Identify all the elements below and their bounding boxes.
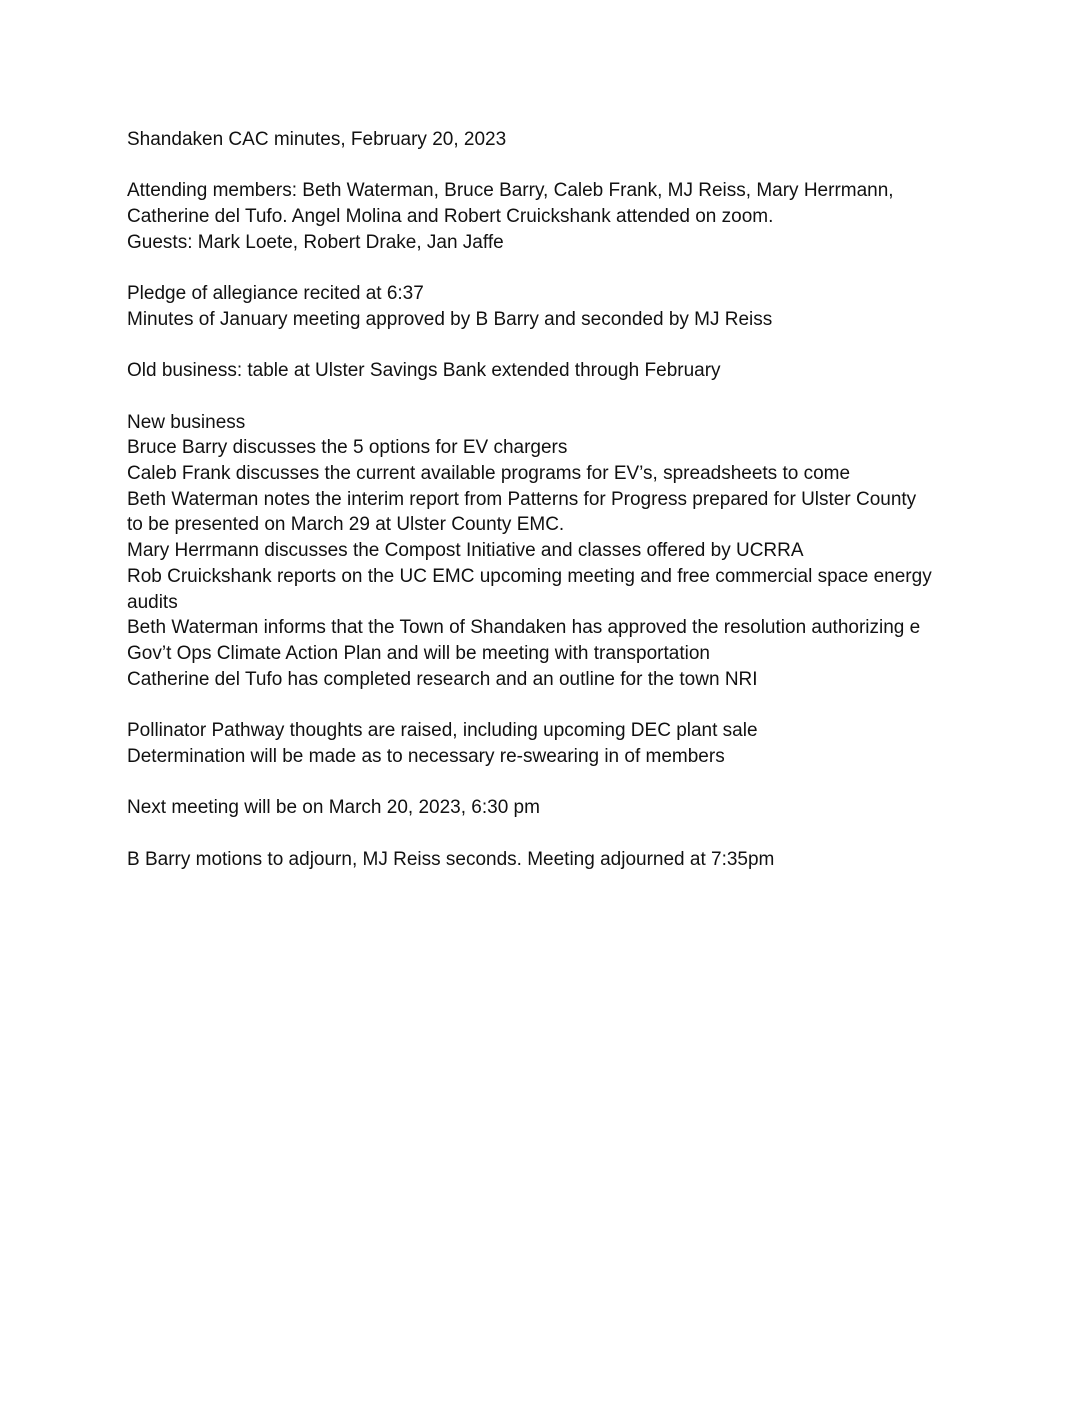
adjournment-line: B Barry motions to adjourn, MJ Reiss seconds. Meeting adjourned at 7:35pm xyxy=(127,848,775,870)
new-business-section xyxy=(127,410,967,693)
adjournment-section xyxy=(127,847,967,873)
attendance-line: Attending members: Beth Waterman, Bruce Barry, Caleb Frank, MJ Reiss, Mary Herrmann, xyxy=(127,180,894,202)
new-business-line: Gov’t Ops Climate Action Plan and will be meeting with transportation xyxy=(127,643,710,664)
other-item-line: Pollinator Pathway thoughts are raised, including upcoming DEC plant sale xyxy=(127,720,758,742)
new-business-heading: New business xyxy=(127,411,246,433)
minutes-approval-line: Minutes of January meeting approved by B Barry and seconded by MJ Reiss xyxy=(127,308,773,330)
old-business-section xyxy=(127,358,967,384)
new-business-line: to be presented on March 29 at Ulster County EMC. xyxy=(127,514,565,536)
new-business-line: audits xyxy=(127,591,178,613)
paragraph-spacer xyxy=(127,153,967,179)
paragraph-spacer xyxy=(127,770,967,796)
paragraph-spacer xyxy=(127,821,967,847)
paragraph-spacer xyxy=(127,384,967,410)
guests-line: Guests: Mark Loete, Robert Drake, Jan Jaffe xyxy=(127,231,504,253)
new-business-line: Beth Waterman notes the interim report from Patterns for Progress prepared for Ulster County xyxy=(127,488,917,510)
new-business-line: Bruce Barry discusses the 5 options for EV chargers xyxy=(127,437,568,459)
attendance-line: Catherine del Tufo. Angel Molina and Robert Cruickshank attended on zoom. xyxy=(127,206,774,228)
paragraph-spacer xyxy=(127,256,967,282)
other-items-section xyxy=(127,718,967,769)
next-meeting-section xyxy=(127,795,967,821)
document-title: Shandaken CAC minutes, February 20, 2023 xyxy=(127,129,507,150)
new-business-line: Catherine del Tufo has completed research and an outline for the town NRI xyxy=(127,668,758,690)
new-business-line: Caleb Frank discusses the current available programs for EV’s, spreadsheets to come xyxy=(127,463,851,485)
new-business-line: Mary Herrmann discusses the Compost Initiative and classes offered by UCRRA xyxy=(127,540,804,562)
attendance-section xyxy=(127,178,967,255)
paragraph-spacer xyxy=(127,333,967,359)
old-business-line: Old business: table at Ulster Savings Bank extended through February xyxy=(127,360,721,382)
minutes-body xyxy=(127,127,967,872)
other-item-line: Determination will be made as to necessary re-swearing in of members xyxy=(127,745,725,767)
pledge-line: Pledge of allegiance recited at 6:37 xyxy=(127,283,424,305)
paragraph-spacer xyxy=(127,692,967,718)
next-meeting-line: Next meeting will be on March 20, 2023, 6:30 pm xyxy=(127,797,540,819)
new-business-line: Rob Cruickshank reports on the UC EMC upcoming meeting and free commercial space energy xyxy=(127,565,932,587)
new-business-line: Beth Waterman informs that the Town of Shandaken has approved the resolution authorizing e xyxy=(127,617,921,639)
opening-section xyxy=(127,281,967,332)
